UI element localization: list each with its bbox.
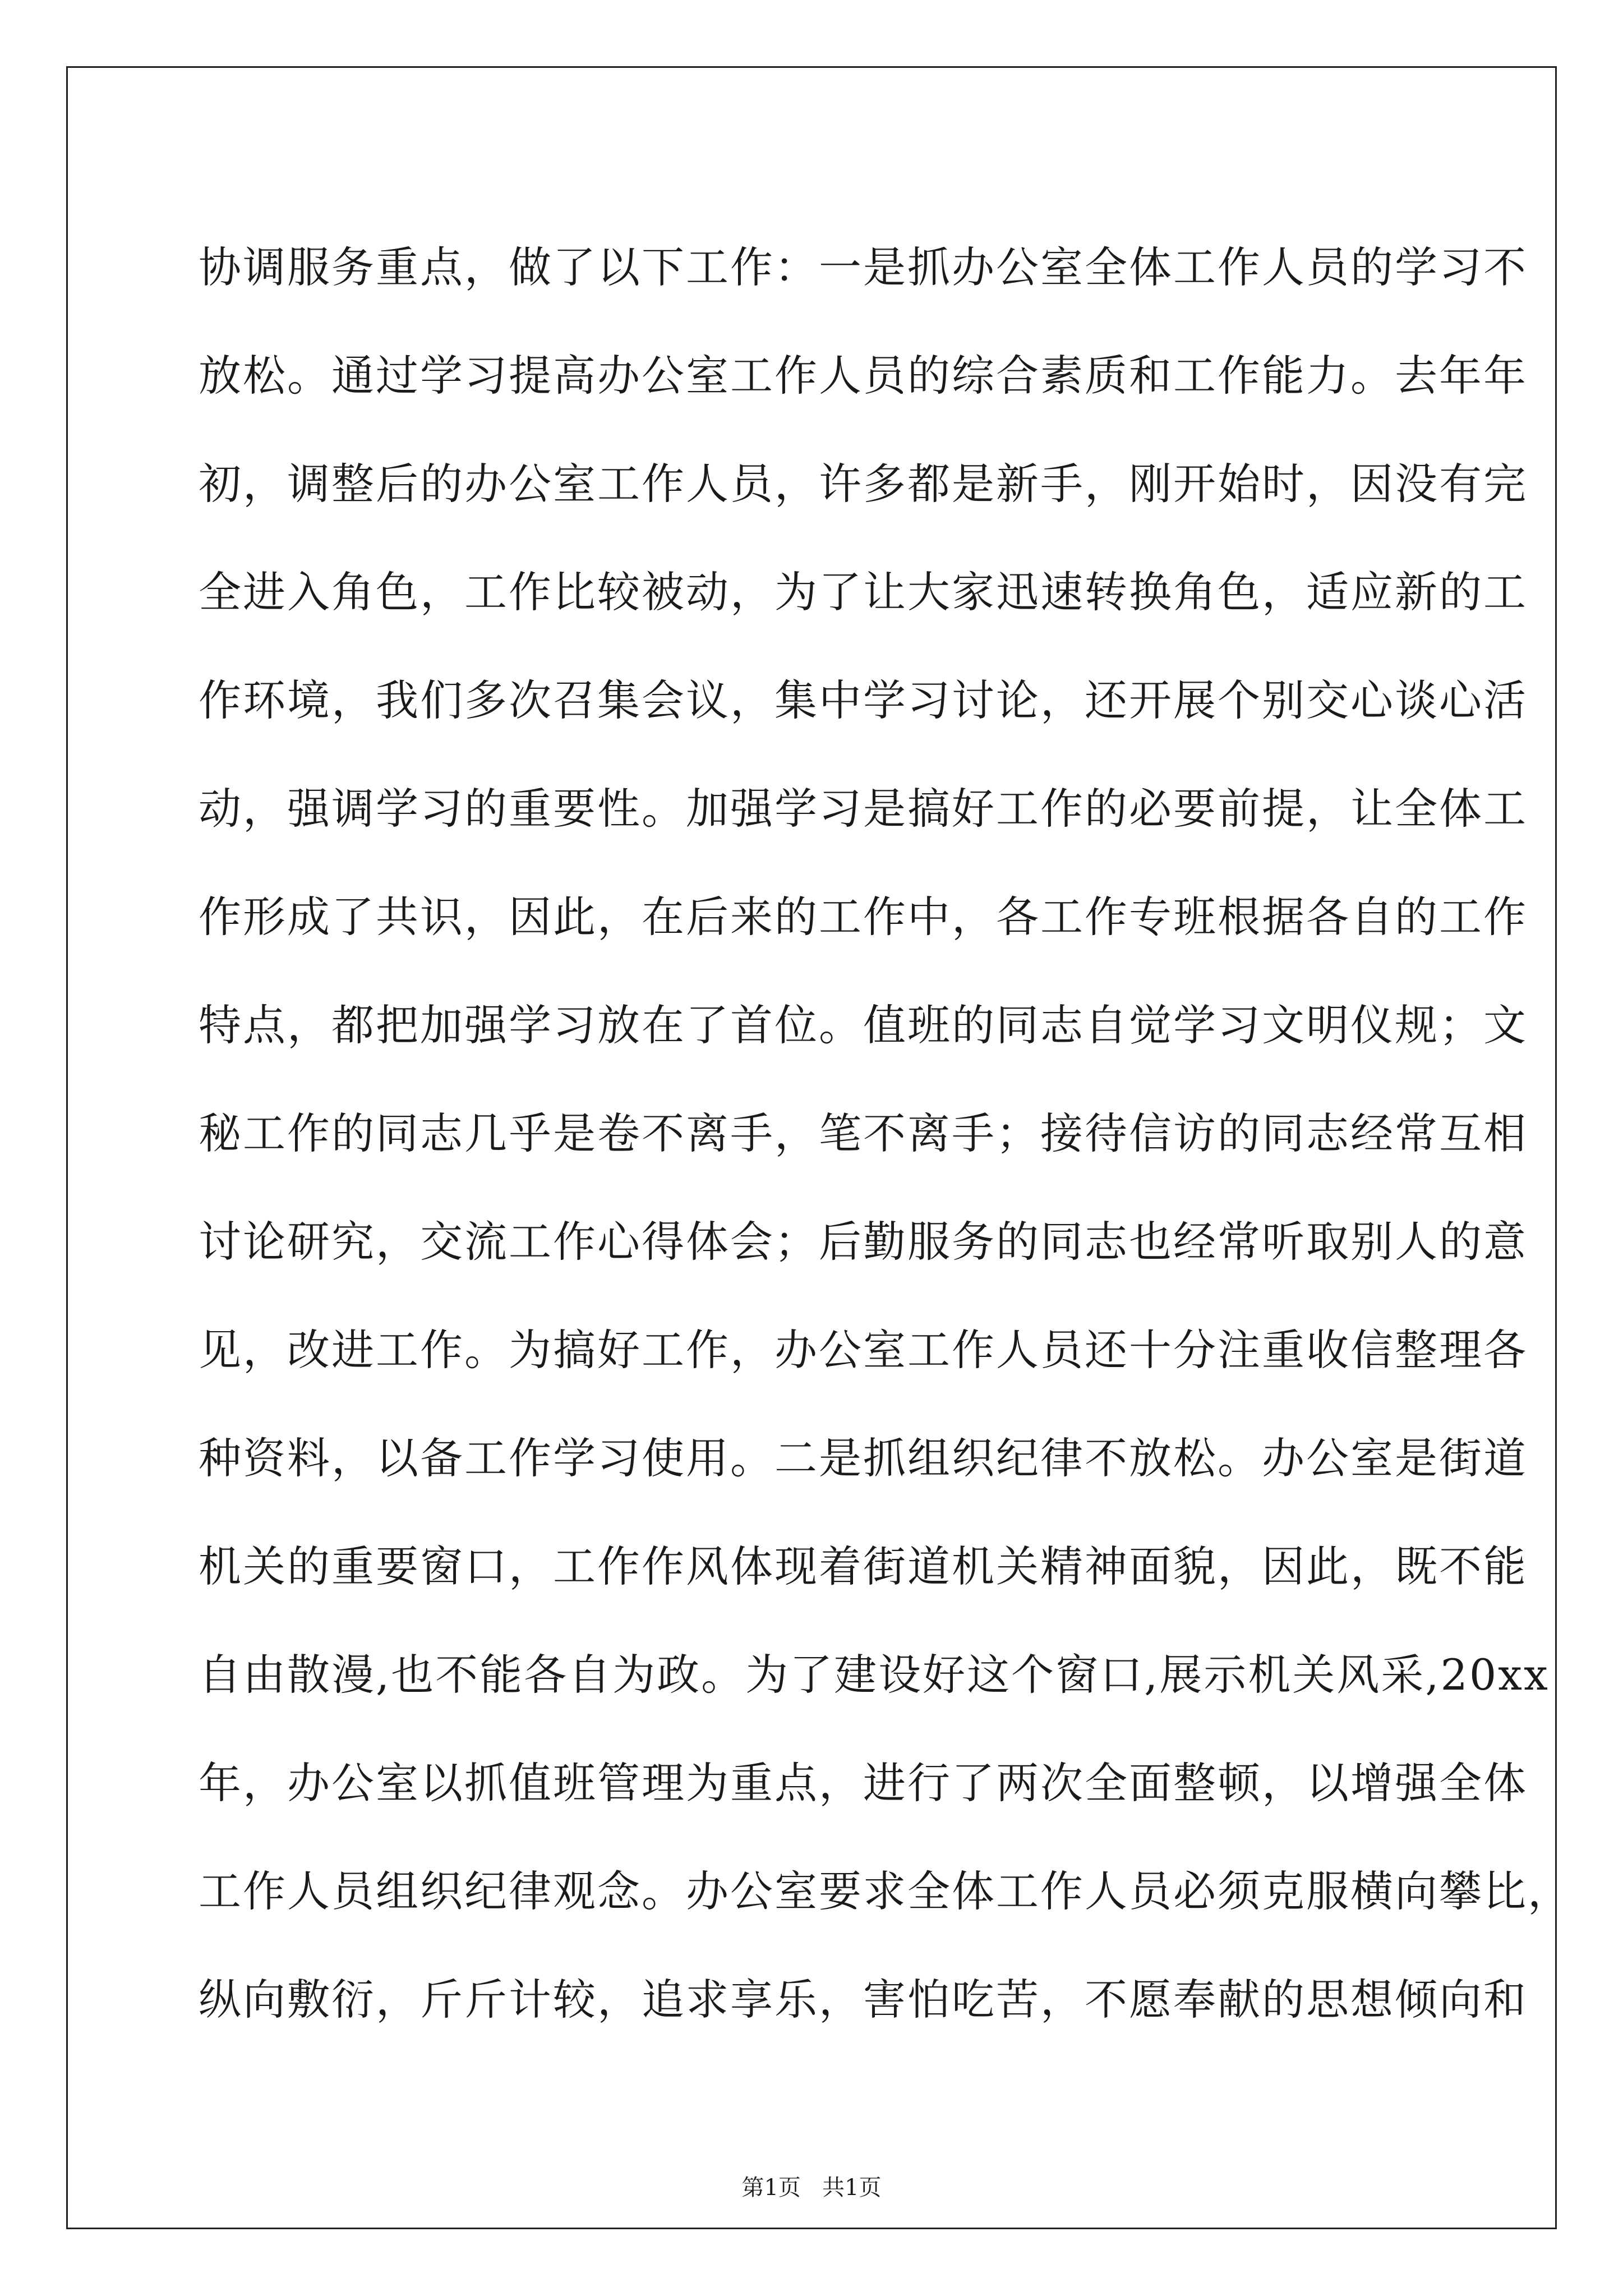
- text-line: 协调服务重点，做了以下工作：一是抓办公室全体工作人员的学习不: [199, 242, 1528, 292]
- text-line: 作形成了共识，因此，在后来的工作中，各工作专班根据各自的工作: [199, 892, 1528, 942]
- text-line: 种资料，以备工作学习使用。二是抓组织纪律不放松。办公室是街道: [199, 1433, 1528, 1483]
- text-line: 纵向敷衍，斤斤计较，追求享乐，害怕吃苦，不愿奉献的思想倾向和: [199, 1975, 1528, 2024]
- text-line: 特点，都把加强学习放在了首位。值班的同志自觉学习文明仪规；文: [199, 1000, 1528, 1050]
- page-footer: 第1页 共1页: [741, 2175, 882, 2201]
- text-line: 工作人员组织纪律观念。办公室要求全体工作人员必须克服横向攀比，: [199, 1866, 1572, 1916]
- text-line: 动，强调学习的重要性。加强学习是搞好工作的必要前提，让全体工: [199, 784, 1528, 834]
- text-line: 见，改进工作。为搞好工作，办公室工作人员还十分注重收信整理各: [199, 1325, 1528, 1375]
- text-line: 讨论研究，交流工作心得体会；后勤服务的同志也经常听取别人的意: [199, 1217, 1528, 1267]
- text-line: 作环境，我们多次召集会议，集中学习讨论，还开展个别交心谈心活: [199, 675, 1528, 725]
- text-line: 全进入角色，工作比较被动，为了让大家迅速转换角色，适应新的工: [199, 567, 1528, 617]
- text-line: 机关的重要窗口，工作作风体现着街道机关精神面貌，因此，既不能: [199, 1542, 1528, 1591]
- document-body: [199, 213, 1572, 2054]
- text-line: 自由散漫,也不能各自为政。为了建设好这个窗口,展示机关风采,20xx: [199, 1650, 1550, 1700]
- text-line: 年，办公室以抓值班管理为重点，进行了两次全面整顿，以增强全体: [199, 1758, 1528, 1808]
- text-line: 放松。通过学习提高办公室工作人员的综合素质和工作能力。去年年: [199, 351, 1528, 401]
- text-line: 初，调整后的办公室工作人员，许多都是新手，刚开始时，因没有完: [199, 459, 1528, 509]
- text-line: 秘工作的同志几乎是卷不离手，笔不离手；接待信访的同志经常互相: [199, 1108, 1528, 1158]
